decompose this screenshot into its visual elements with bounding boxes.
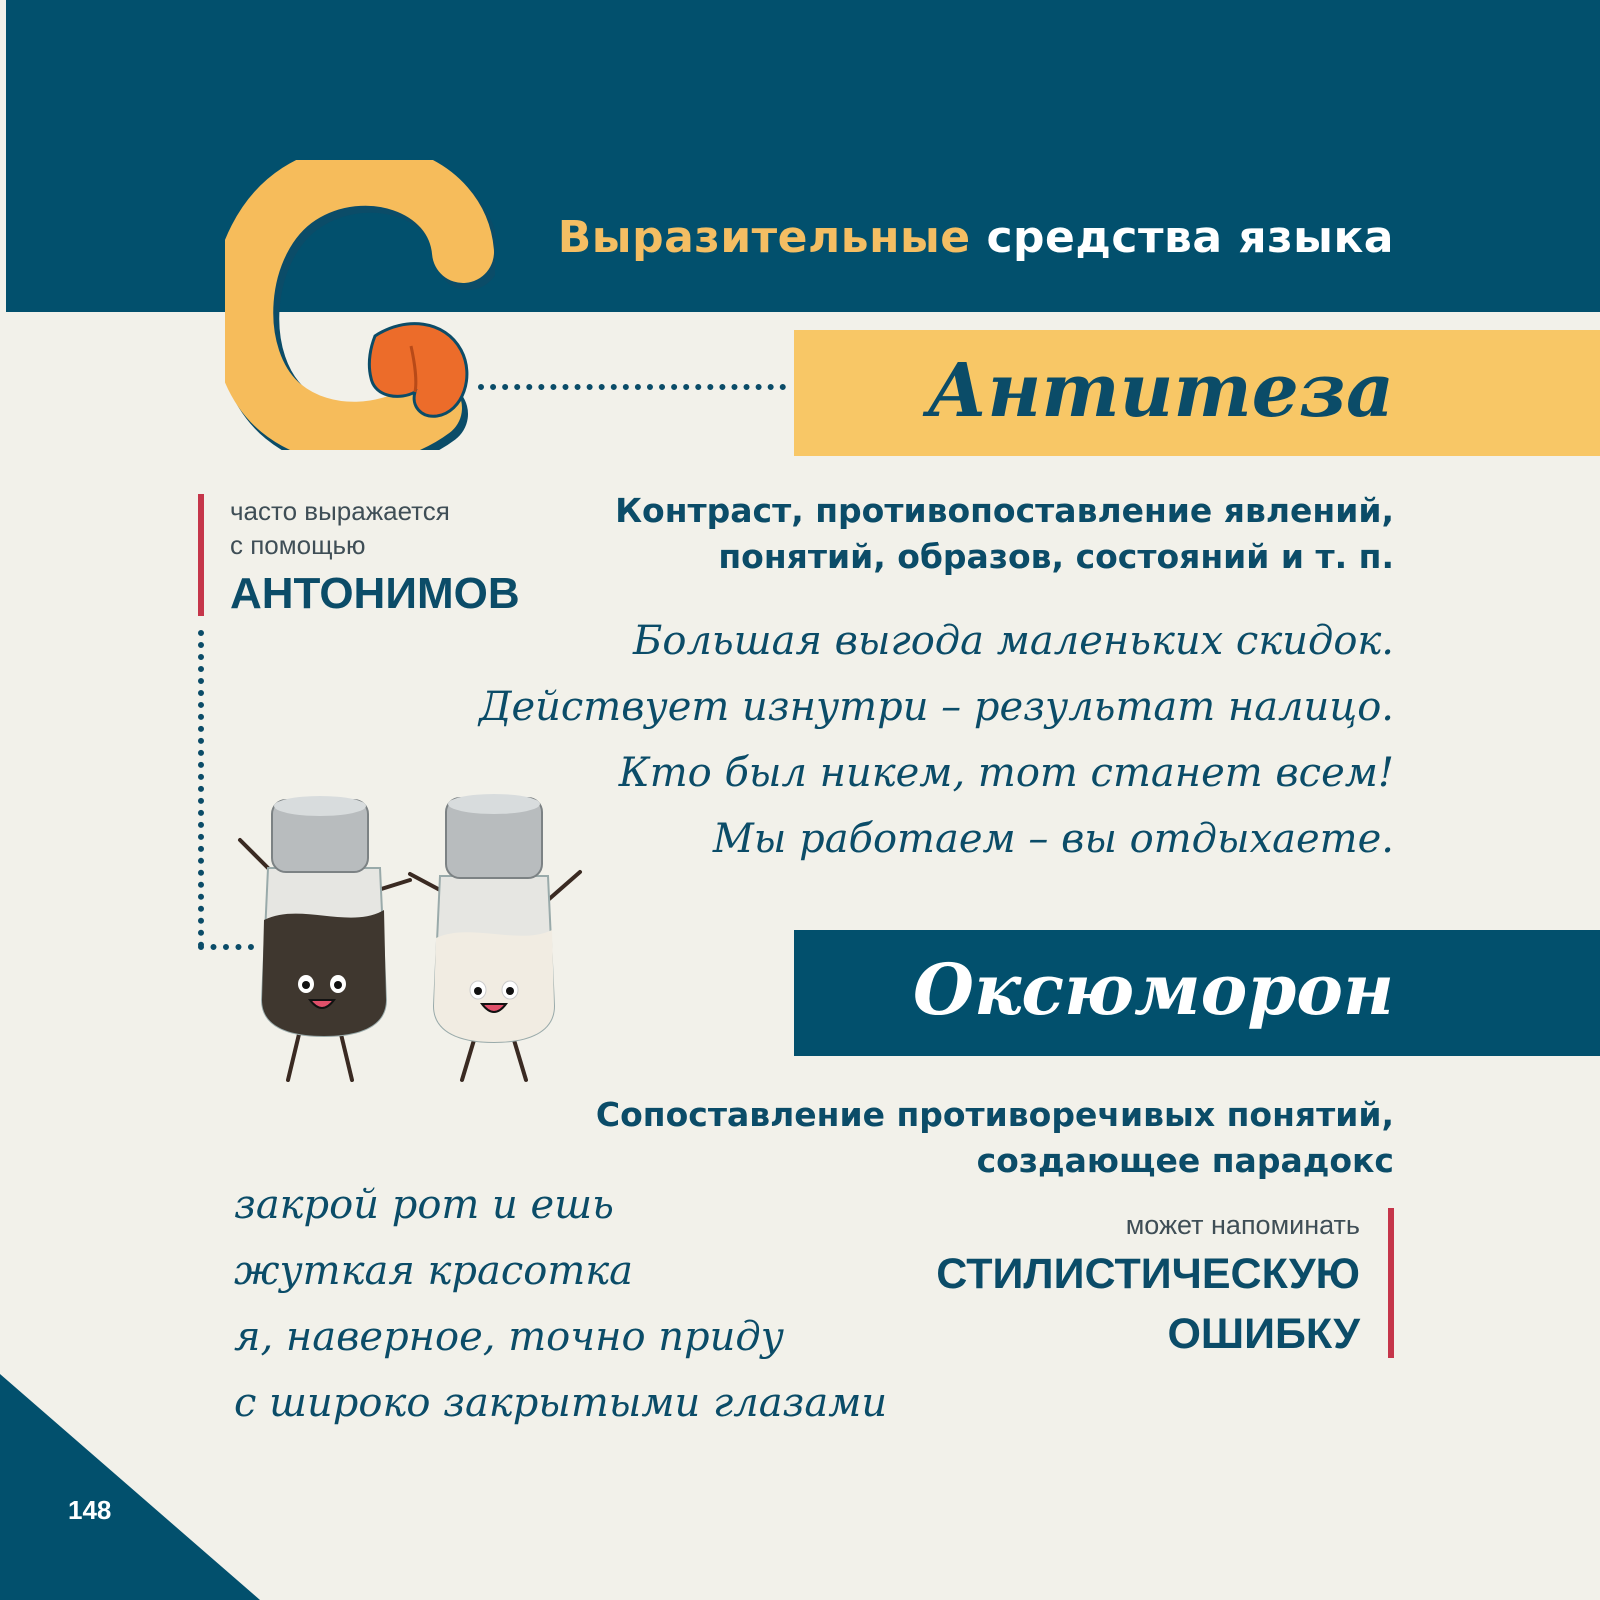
connector-dotted-line — [478, 384, 786, 390]
page-title — [558, 212, 1394, 263]
definition-line: Контраст, противопоставление явлений, — [615, 491, 1394, 530]
title-rest: средства языка — [986, 212, 1394, 263]
example-line: закрой рот и ешь — [234, 1182, 614, 1228]
title-accent: Выразительные — [557, 212, 971, 263]
note-small: может напоминать — [1125, 1210, 1360, 1240]
oxymoron-title: Оксюморон — [913, 948, 1394, 1031]
example-line: жуткая красотка — [234, 1248, 634, 1294]
note-small-line2: с помощью — [230, 530, 366, 560]
definition-line: Сопоставление противоречивых понятий, — [595, 1095, 1394, 1134]
antitheza-definition — [615, 488, 1394, 580]
page-number: 148 — [68, 1495, 112, 1525]
definition-line: создающее парадокс — [976, 1141, 1394, 1180]
example-line: я, наверное, точно приду — [234, 1314, 784, 1360]
example-line: Действует изнутри – результат налицо. — [478, 684, 1394, 730]
example-line: Большая выгода маленьких скидок. — [632, 618, 1394, 664]
corner-triangle — [0, 1374, 260, 1600]
stylistic-error-note — [874, 1208, 1394, 1358]
example-line: Кто был никем, тот станет всем! — [618, 750, 1394, 796]
note-big-line1: СТИЛИСТИЧЕСКУЮ — [936, 1250, 1360, 1298]
note-small-line1: часто выражается — [230, 496, 450, 526]
example-line: Мы работаем – вы отдыхаете. — [712, 816, 1394, 862]
note-big-line2: ОШИБКУ — [1167, 1310, 1360, 1358]
antonyms-note — [198, 494, 558, 616]
note-big: АНТОНИМОВ — [230, 569, 520, 618]
antitheza-examples — [479, 608, 1394, 872]
oxymoron-definition — [596, 1092, 1394, 1184]
oxymoron-examples — [234, 1172, 887, 1436]
letter-c-tongue-logo-icon — [225, 160, 495, 450]
example-line: с широко закрытыми глазами — [234, 1380, 888, 1426]
salt-and-pepper-shakers-illustration-icon — [230, 790, 600, 1110]
antitheza-title: Антитеза — [927, 348, 1394, 434]
definition-line: понятий, образов, состояний и т. п. — [718, 537, 1394, 576]
vertical-dotted-line — [198, 630, 204, 948]
